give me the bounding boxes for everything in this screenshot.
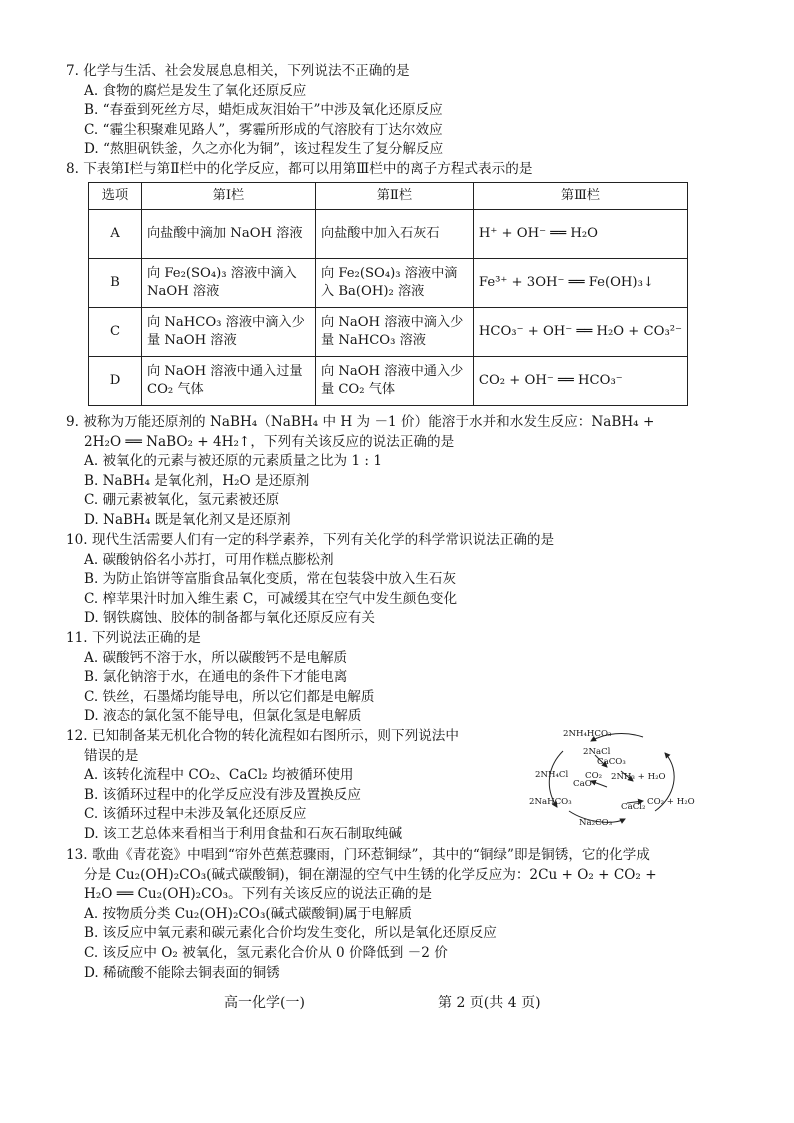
question-9-stem-line-2: 2H₂O ══ NaBO₂ + 4H₂↑，下列有关该反应的说法正确的是 [84, 433, 455, 450]
question-11-option-a: A. 碳酸钙不溶于水，所以碳酸钙不是电解质 [84, 649, 348, 666]
question-12-stem-line-1: 12. 已知制备某无机化合物的转化流程如右图所示，则下列说法中 [66, 728, 459, 744]
question-11 [66, 629, 706, 727]
label-nacl: 2NaCl [583, 747, 611, 757]
question-10-option-b: B. 为防止馅饼等富脂食品氧化变质，常在包装袋中放入生石灰 [84, 571, 457, 588]
question-8-table [88, 182, 688, 406]
table-cell: HCO₃⁻ + OH⁻ ══ H₂O + CO₃²⁻ [473, 308, 687, 357]
table-cell: 向盐酸中加入石灰石 [315, 210, 473, 259]
table-header-option: 选项 [89, 183, 142, 210]
question-12-option-b: B. 该循环过程中的化学反应没有涉及置换反应 [84, 786, 361, 803]
question-12-option-d: D. 该工艺总体来看相当于利用食盐和石灰石制取纯碱 [84, 825, 403, 842]
label-caco3: CaCO₃ [597, 757, 626, 767]
table-row [89, 357, 688, 406]
question-13-option-b: B. 该反应中氧元素和碳元素化合价均发生变化，所以是氧化还原反应 [84, 925, 497, 942]
question-9-option-b: B. NaBH₄ 是氧化剂，H₂O 是还原剂 [84, 472, 310, 489]
question-11-option-d: D. 液态的氯化氢不能导电，但氯化氢是电解质 [84, 708, 362, 725]
table-row [89, 308, 688, 357]
label-co2-h2o: CO₂ + H₂O [647, 797, 695, 807]
question-8 [66, 160, 706, 180]
question-13 [66, 846, 706, 983]
label-nahco3: 2NaHCO₃ [529, 797, 572, 807]
table-cell: 向 NaHCO₃ 溶液中滴入少量 NaOH 溶液 [141, 308, 315, 357]
question-10-option-d: D. 钢铁腐蚀、胶体的制备都与氧化还原反应有关 [84, 610, 375, 627]
table-cell: 向 Fe₂(SO₄)₃ 溶液中滴入 NaOH 溶液 [141, 259, 315, 308]
page-footer [0, 994, 794, 1014]
question-10-option-c: C. 榨苹果汁时加入维生素 C，可减缓其在空气中发生颜色变化 [84, 590, 458, 607]
question-7-option-b: B. “春蚕到死丝方尽，蜡炬成灰泪始干”中涉及氧化还原反应 [84, 102, 443, 119]
label-cao: CaO [573, 779, 592, 789]
question-12-option-c: C. 该循环过程中未涉及氧化还原反应 [84, 806, 307, 823]
question-7-option-c: C. “霾尘积聚难见路人”，雾霾所形成的气溶胶有丁达尔效应 [84, 121, 443, 138]
table-cell: 向 NaOH 溶液中通入过量 CO₂ 气体 [141, 357, 315, 406]
table-cell: 向盐酸中滴加 NaOH 溶液 [141, 210, 315, 259]
question-12 [66, 727, 526, 845]
question-13-stem-line-3: H₂O ══ Cu₂(OH)₂CO₃。下列有关该反应的说法正确的是 [84, 886, 433, 903]
question-7 [66, 62, 706, 160]
footer-page-number: 第 2 页(共 4 页) [438, 995, 541, 1011]
footer-subject: 高一化学(一) [224, 995, 305, 1011]
question-9 [66, 413, 706, 531]
table-cell: D [89, 357, 142, 406]
arrow-cao [591, 781, 607, 787]
conversion-cycle-diagram [529, 727, 695, 828]
question-9-stem-line-1: 9. 被称为万能还原剂的 NaBH₄（NaBH₄ 中 H 为 －1 价）能溶于水并和水发生反应：NaBH₄ + [66, 414, 655, 430]
question-13-option-d: D. 稀硫酸不能除去铜表面的铜锈 [84, 964, 280, 981]
table-cell: A [89, 210, 142, 259]
table-cell: H⁺ + OH⁻ ══ H₂O [473, 210, 687, 259]
label-nh4cl: 2NH₄Cl [535, 770, 569, 780]
question-8-stem: 8. 下表第Ⅰ栏与第Ⅱ栏中的化学反应，都可以用第Ⅲ栏中的离子方程式表示的是 [66, 161, 533, 177]
question-12-stem-line-2: 错误的是 [84, 747, 139, 764]
question-10-stem: 10. 现代生活需要人们有一定的科学素养，下列有关化学的科学常识说法正确的是 [66, 532, 555, 548]
table-cell: 向 NaOH 溶液中通入少量 CO₂ 气体 [315, 357, 473, 406]
table-cell: CO₂ + OH⁻ ══ HCO₃⁻ [473, 357, 687, 406]
table-cell: C [89, 308, 142, 357]
question-9-option-c: C. 硼元素被氧化，氢元素被还原 [84, 492, 280, 509]
question-12-option-a: A. 该转化流程中 CO₂、CaCl₂ 均被循环使用 [84, 767, 354, 784]
question-13-stem-line-2: 分是 Cu₂(OH)₂CO₃(碱式碳酸铜)，铜在潮湿的空气中生锈的化学反应为：2Cu + O₂ + CO₂ + [84, 866, 657, 883]
label-nh3-h2o: 2NH₃ + H₂O [611, 772, 666, 782]
table-header-col-3: 第Ⅲ栏 [473, 183, 687, 210]
question-7-option-d: D. “熬胆矾铁釜，久之亦化为铜”，该过程发生了复分解反应 [84, 141, 444, 158]
label-cacl2: CaCl₂ [621, 802, 646, 812]
question-11-option-c: C. 铁丝，石墨烯均能导电，所以它们都是电解质 [84, 688, 375, 705]
question-11-option-b: B. 氯化钠溶于水，在通电的条件下才能电离 [84, 669, 348, 686]
table-row [89, 259, 688, 308]
table-header-row [89, 183, 688, 210]
question-13-option-c: C. 该反应中 O₂ 被氧化，氢元素化合价从 0 价降低到 －2 价 [84, 944, 448, 961]
table-header-col-2: 第Ⅱ栏 [315, 183, 473, 210]
question-10-option-a: A. 碳酸钠俗名小苏打，可用作糕点膨松剂 [84, 551, 334, 568]
label-nh4hco3: 2NH₄HCO₃ [563, 729, 612, 739]
question-10 [66, 531, 706, 629]
table-header-col-1: 第Ⅰ栏 [141, 183, 315, 210]
table-cell: 向 Fe₂(SO₄)₃ 溶液中滴入 Ba(OH)₂ 溶液 [315, 259, 473, 308]
table-cell: Fe³⁺ + 3OH⁻ ══ Fe(OH)₃↓ [473, 259, 687, 308]
label-co2: CO₂ [585, 771, 603, 781]
question-9-option-d: D. NaBH₄ 既是氧化剂又是还原剂 [84, 511, 291, 528]
table-row [89, 210, 688, 259]
table-cell: B [89, 259, 142, 308]
question-7-stem: 7. 化学与生活、社会发展息息相关，下列说法不正确的是 [66, 63, 410, 79]
question-13-stem-line-1: 13. 歌曲《青花瓷》中唱到“帘外芭蕉惹骤雨，门环惹铜绿”，其中的“铜绿”即是铜锈，它的化学成 [66, 847, 650, 863]
question-11-stem: 11. 下列说法正确的是 [66, 630, 201, 646]
question-9-option-a: A. 被氧化的元素与被还原的元素质量之比为 1 : 1 [84, 453, 382, 470]
question-7-option-a: A. 食物的腐烂是发生了氧化还原反应 [84, 82, 307, 99]
table-cell: 向 NaOH 溶液中滴入少量 NaHCO₃ 溶液 [315, 308, 473, 357]
question-13-option-a: A. 按物质分类 Cu₂(OH)₂CO₃(碱式碳酸铜)属于电解质 [84, 905, 412, 922]
label-na2co3: Na₂CO₃ [579, 818, 613, 828]
